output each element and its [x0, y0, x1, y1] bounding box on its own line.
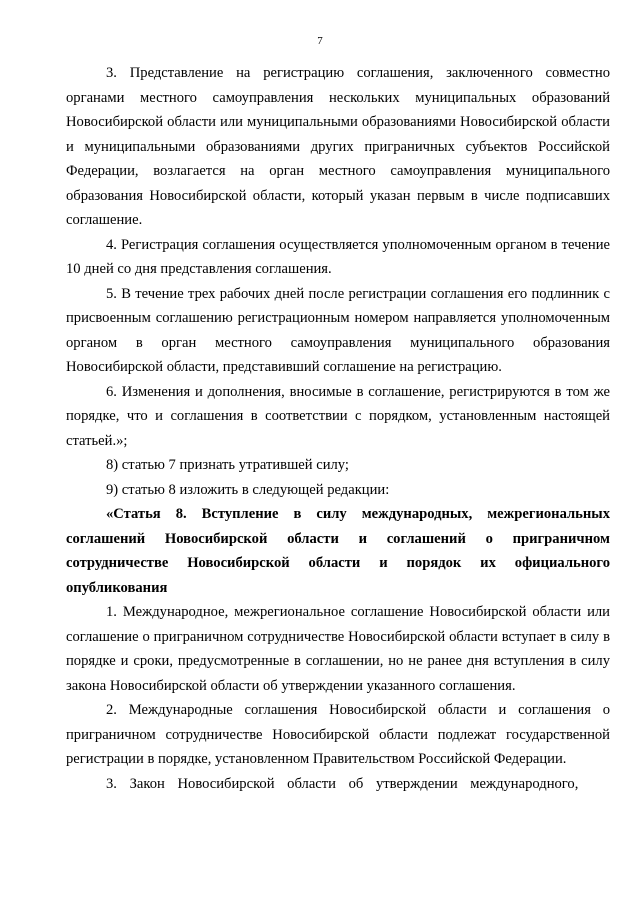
paragraph-law-approval: 3. Закон Новосибирской области об утверждении международного, [106, 775, 579, 792]
paragraph-item-9: 9) статью 8 изложить в следующей редакции: [106, 481, 390, 498]
paragraph-original-return: 5. В течение трех рабочих дней после регистрации соглашения его подлинник с присвоенным соглашению регистрационным номером направляется уполномоченным органом в орган местного самоуправления муниципального образования Новосибирской области, представивший соглашение на регистрацию. [66, 285, 610, 375]
article-8-heading: «Статья 8. Вступление в силу международных, межрегиональных соглашений Новосибирской области и соглашений о приграничном сотрудничестве Новосибирской области и порядок их официального опубликования [66, 506, 610, 596]
paragraph-registration-submission: 3. Представление на регистрацию соглашения, заключенного совместно органами местного самоуправления нескольких муниципальных образований Новосибирской области или муниципальными образованиями Новосибирской области и муниципальными образованиями других приграничных субъектов Российской Федерации, возлагается на орган местного самоуправления муниципального образования Новосибирской области, который указан первым в числе подписавших соглашение. [66, 65, 610, 228]
paragraph-registration-term: 4. Регистрация соглашения осуществляется уполномоченным органом в течение 10 дней со дня представления соглашения. [66, 236, 610, 277]
page-number: 7 [317, 35, 323, 47]
paragraph-amendments: 6. Изменения и дополнения, вносимые в соглашение, регистрируются в том же порядке, что и соглашения в соответствии с порядком, установленным настоящей статьей.»; [66, 383, 610, 449]
paragraph-entry-into-force: 1. Международное, межрегиональное соглашение Новосибирской области или соглашение о приграничном сотрудничестве Новосибирской области вступает в силу в порядке и сроки, предусмотренные в соглашении, но не ранее дня вступления в силу закона Новосибирской области об утверждении указанного соглашения. [66, 604, 610, 694]
document-body [66, 61, 610, 796]
paragraph-state-registration: 2. Международные соглашения Новосибирской области и соглашения о приграничном сотрудничестве Новосибирской области подлежат государственной регистрации в порядке, установленном Правительством Российской Федерации. [66, 702, 610, 767]
paragraph-item-8: 8) статью 7 признать утратившей силу; [106, 457, 349, 473]
